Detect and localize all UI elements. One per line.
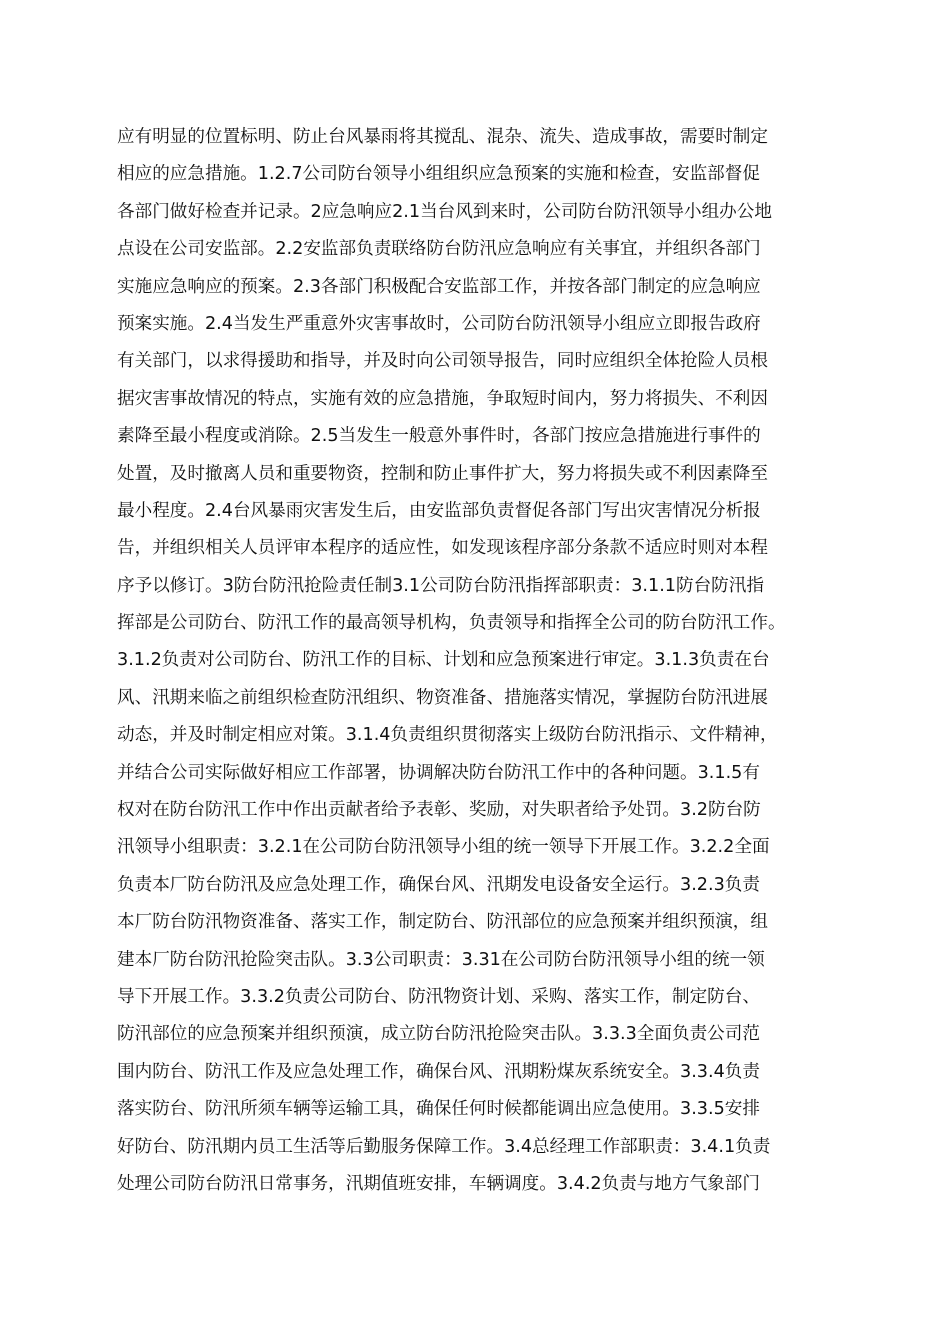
text-line: 处置，及时撤离人员和重要物资，控制和防止事件扩大，努力将损失或不利因素降至 xyxy=(117,463,768,484)
text-line: 最小程度。2.4台风暴雨灾害发生后，由安监部负责督促各部门写出灾害情况分析报 xyxy=(117,500,761,521)
text-line: 3.1.2负责对公司防台、防汛工作的目标、计划和应急预案进行审定。3.1.3负责在台 xyxy=(117,650,770,671)
text-line: 实施应急响应的预案。2.3各部门积极配合安监部工作，并按各部门制定的应急响应 xyxy=(117,276,761,297)
text-line: 挥部是公司防台、防汛工作的最高领导机构，负责领导和指挥全公司的防台防汛工作。 xyxy=(117,613,786,634)
text-line: 权对在防台防汛工作中作出贡献者给予表彰、奖励，对失职者给予处罚。3.2防台防 xyxy=(117,800,761,821)
text-line: 好防台、防汛期内员工生活等后勤服务保障工作。3.4总经理工作部职责：3.4.1负责 xyxy=(117,1136,771,1157)
text-line: 风、汛期来临之前组织检查防汛组织、物资准备、措施落实情况，掌握防台防汛进展 xyxy=(117,687,768,708)
body-text xyxy=(117,119,857,1203)
text-line: 并结合公司实际做好相应工作部署，协调解决防台防汛工作中的各种问题。3.1.5有 xyxy=(117,762,760,783)
text-line: 负责本厂防台防汛及应急处理工作，确保台风、汛期发电设备安全运行。3.2.3负责 xyxy=(117,874,760,895)
text-line: 有关部门，以求得援助和指导，并及时向公司领导报告，同时应组织全体抢险人员根 xyxy=(117,351,768,372)
text-line: 各部门做好检查并记录。2应急响应2.1当台风到来时，公司防台防汛领导小组办公地 xyxy=(117,201,772,222)
text-line: 据灾害事故情况的特点，实施有效的应急措施，争取短时间内，努力将损失、不利因 xyxy=(117,388,768,409)
text-line: 动态，并及时制定相应对策。3.1.4负责组织贯彻落实上级防台防汛指示、文件精神， xyxy=(117,725,778,746)
text-line: 预案实施。2.4当发生严重意外灾害事故时，公司防台防汛领导小组应立即报告政府 xyxy=(117,313,761,334)
text-line: 落实防台、防汛所须车辆等运输工具，确保任何时候都能调出应急使用。3.3.5安排 xyxy=(117,1099,760,1120)
text-line: 告，并组织相关人员评审本程序的适应性，如发现该程序部分条款不适应时则对本程 xyxy=(117,538,768,559)
text-line: 应有明显的位置标明、防止台风暴雨将其搅乱、混杂、流失、造成事故，需要时制定 xyxy=(117,127,768,147)
text-line: 素降至最小程度或消除。2.5当发生一般意外事件时，各部门按应急措施进行事件的 xyxy=(117,426,761,447)
text-line: 点设在公司安监部。2.2安监部负责联络防台防汛应急响应有关事宜，并组织各部门 xyxy=(117,239,761,260)
text-line: 防汛部位的应急预案并组织预演，成立防台防汛抢险突击队。3.3.3全面负责公司范 xyxy=(117,1024,760,1045)
text-line: 导下开展工作。3.3.2负责公司防台、防汛物资计划、采购、落实工作，制定防台、 xyxy=(117,986,760,1007)
text-line: 汛领导小组职责：3.2.1在公司防台防汛领导小组的统一领导下开展工作。3.2.2全面 xyxy=(117,837,770,858)
text-line: 本厂防台防汛物资准备、落实工作，制定防台、防汛部位的应急预案并组织预演，组 xyxy=(117,912,768,933)
text-line: 相应的应急措施。1.2.7公司防台领导小组组织应急预案的实施和检查，安监部督促 xyxy=(117,164,760,185)
text-line: 围内防台、防汛工作及应急处理工作，确保台风、汛期粉煤灰系统安全。3.3.4负责 xyxy=(117,1061,760,1082)
text-line: 建本厂防台防汛抢险突击队。3.3公司职责：3.31在公司防台防汛领导小组的统一领 xyxy=(117,949,765,970)
text-line: 处理公司防台防汛日常事务，汛期值班安排，车辆调度。3.4.2负责与地方气象部门 xyxy=(117,1173,760,1194)
text-line: 序予以修订。3防台防汛抢险责任制3.1公司防台防汛指挥部职责：3.1.1防台防汛指 xyxy=(117,575,764,596)
